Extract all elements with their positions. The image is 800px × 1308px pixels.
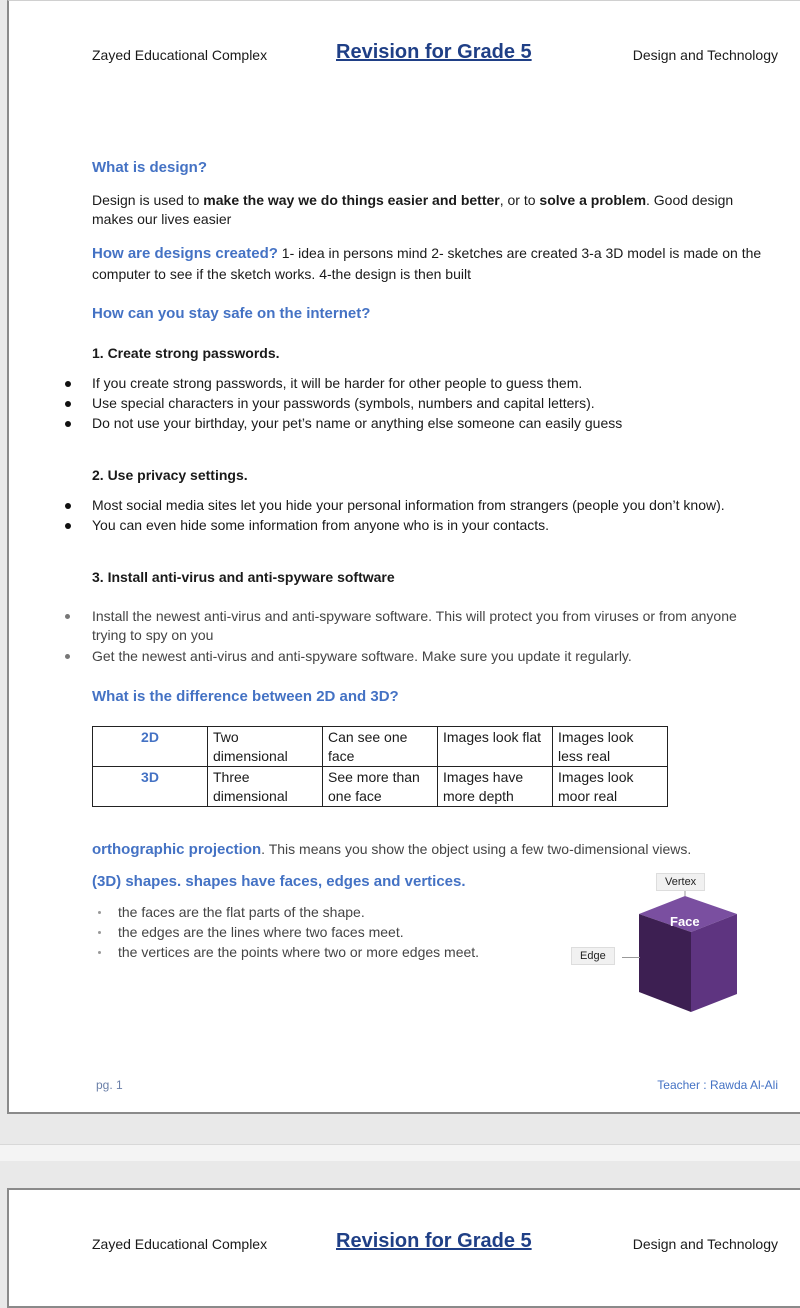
table-cell: 2D — [93, 727, 208, 767]
page-title: Revision for Grade 5 — [336, 41, 532, 63]
bullet-dot — [98, 931, 101, 934]
school-name: Zayed Educational Complex — [92, 1236, 268, 1252]
list-item: Get the newest anti-virus and anti-spyware software. Make sure you update it regularly. — [92, 648, 632, 664]
heading-what-is-design: What is design? — [92, 159, 208, 176]
table-cell: 3D — [93, 767, 208, 807]
vertex-label: Vertex — [656, 873, 705, 891]
page-gap — [0, 1144, 800, 1161]
table-cell: Images look less real — [553, 727, 668, 767]
heading-internet-safety: How can you stay safe on the internet? — [92, 305, 371, 322]
table-cell: Images have more depth — [438, 767, 553, 807]
edge-pointer — [622, 957, 640, 958]
list-item: the edges are the lines where two faces meet. — [118, 924, 404, 940]
table-row — [93, 727, 668, 767]
heading-2d-3d: What is the difference between 2D and 3D? — [92, 688, 399, 705]
teacher-name: Teacher : Rawda Al-Ali — [657, 1078, 778, 1092]
table-cell: See more than one face — [323, 767, 438, 807]
bullet-dot — [98, 911, 101, 914]
list-item: If you create strong passwords, it will be harder for other people to guess them. — [92, 375, 583, 391]
bullet-dot — [65, 381, 71, 387]
list-item: You can even hide some information from anyone who is in your contacts. — [92, 517, 550, 533]
edge-label: Edge — [571, 947, 615, 965]
school-name: Zayed Educational Complex — [92, 47, 268, 63]
bullet-dot — [65, 421, 71, 427]
subheading-strong-passwords: 1. Create strong passwords. — [92, 345, 280, 361]
document-page-2 — [7, 1188, 800, 1308]
subject-name: Design and Technology — [632, 47, 778, 63]
heading-how-designs-created: How are designs created? — [92, 245, 278, 262]
list-item: Most social media sites let you hide your personal information from strangers (people you don’t know). — [92, 497, 725, 513]
subheading-privacy-settings: 2. Use privacy settings. — [92, 467, 248, 483]
list-item: Do not use your birthday, your pet’s name or anything else someone can easily guess — [92, 415, 623, 431]
orthographic-paragraph: orthographic projection. This means you show the object using a few two-dimensional views. — [92, 841, 692, 858]
table-cell: Three dimensional — [208, 767, 323, 807]
table-cell: Two dimensional — [208, 727, 323, 767]
document-page-1 — [7, 0, 800, 1114]
orthographic-term: orthographic projection — [92, 841, 262, 858]
bullet-dot — [65, 503, 71, 509]
bullet-dot — [98, 951, 101, 954]
face-label: Face — [670, 914, 700, 929]
list-item: the vertices are the points where two or more edges meet. — [118, 944, 480, 960]
table-cell: Images look moor real — [553, 767, 668, 807]
subject-name: Design and Technology — [632, 1236, 778, 1252]
heading-3d-shapes: (3D) shapes. shapes have faces, edges and vertices. — [92, 873, 466, 890]
list-item: Use special characters in your passwords (symbols, numbers and capital letters). — [92, 395, 595, 411]
page-header — [9, 1230, 800, 1260]
bullet-dot — [65, 401, 71, 407]
cube-illustration — [627, 884, 747, 1014]
table-cell: Can see one face — [323, 727, 438, 767]
comparison-table — [92, 726, 668, 807]
page-header — [9, 41, 800, 71]
bullet-dot — [65, 523, 71, 529]
list-item: Install the newest anti-virus and anti-spyware software. This will protect you from viruses or from anyone trying to spy on you — [92, 608, 737, 643]
page-title: Revision for Grade 5 — [336, 1230, 532, 1252]
subheading-antivirus: 3. Install anti-virus and anti-spyware software — [92, 569, 395, 585]
table-cell: Images look flat — [438, 727, 553, 767]
bullet-dot — [65, 614, 70, 619]
design-paragraph: Design is used to make the way we do things easier and better, or to solve a problem. Good design makes our lives easier — [92, 192, 734, 227]
page-number: pg. 1 — [96, 1078, 123, 1092]
bullet-dot — [65, 654, 70, 659]
list-item: the faces are the flat parts of the shape. — [118, 904, 365, 920]
designs-created-paragraph: How are designs created? 1- idea in persons mind 2- sketches are created 3-a 3D model is made on the computer to see if the sketch works. 4-the design is then built — [92, 245, 762, 282]
table-row — [93, 767, 668, 807]
